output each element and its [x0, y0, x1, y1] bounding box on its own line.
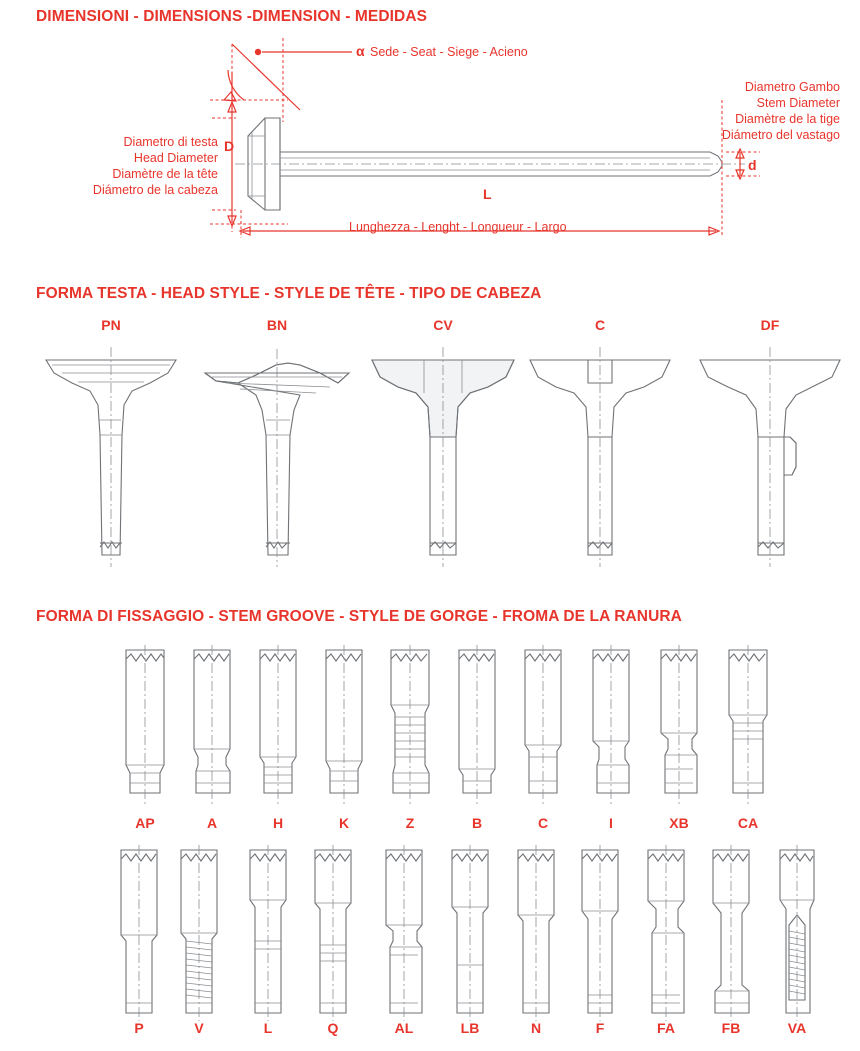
stem-groove-code-i: I	[609, 815, 613, 831]
stem-diameter-label-es: Diámetro del vastago	[721, 128, 840, 142]
head-diameter-label-en: Head Diameter	[133, 151, 218, 165]
stem-groove-code-lb: LB	[460, 1020, 480, 1036]
section-title-stem-groove: FORMA DI FISSAGGIO - STEM GROOVE - STYLE DE GORGE - FROMA DE LA RANURA	[36, 608, 682, 625]
stem-groove-code-xb: XB	[669, 815, 689, 831]
stem-groove-code-c: C	[537, 815, 549, 831]
stem-diameter-label-fr: Diamètre de la tige	[735, 112, 840, 126]
section-title-head-style: FORMA TESTA - HEAD STYLE - STYLE DE TÊTE - TIPO DE CABEZA	[36, 285, 542, 302]
stem-groove-code-z: Z	[405, 815, 415, 831]
head-style-code-pn: PN	[101, 317, 121, 333]
head-style-code-df: DF	[760, 317, 780, 333]
stem-groove-code-a: A	[206, 815, 218, 831]
stem-groove-code-fb: FB	[721, 1020, 741, 1036]
head-diameter-label-it: Diametro di testa	[123, 135, 218, 149]
stem-groove-code-al: AL	[394, 1020, 414, 1036]
stem-groove-code-h: H	[272, 815, 284, 831]
stem-groove-code-f: F	[595, 1020, 605, 1036]
stem-groove-code-k: K	[338, 815, 350, 831]
stem-groove-code-ap: AP	[135, 815, 155, 831]
stem-groove-code-l: L	[263, 1020, 273, 1036]
seat-angle-symbol: α	[356, 43, 365, 59]
seat-label: Sede - Seat - Siege - Acieno	[370, 45, 528, 59]
stem-groove-code-ca: CA	[737, 815, 759, 831]
head-style-code-bn: BN	[266, 317, 288, 333]
stem-diameter-symbol: d	[748, 157, 757, 173]
stem-groove-code-fa: FA	[657, 1020, 675, 1036]
head-diameter-symbol: D	[224, 138, 235, 154]
length-symbol: L	[483, 186, 492, 202]
head-style-diagram	[0, 325, 860, 605]
head-diameter-label-fr: Diamètre de la tête	[112, 167, 218, 181]
stem-groove-row2-diagram	[0, 845, 860, 1025]
stem-groove-code-v: V	[194, 1020, 204, 1036]
stem-groove-row1-diagram	[0, 645, 860, 825]
head-style-code-cv: CV	[433, 317, 453, 333]
head-diameter-label-es: Diámetro de la cabeza	[92, 183, 218, 197]
stem-diameter-label-it: Diametro Gambo	[744, 80, 840, 94]
length-label: Lunghezza - Lenght - Longueur - Largo	[349, 220, 567, 234]
section-title-dimensions: DIMENSIONI - DIMENSIONS -DIMENSION - MEDIDAS	[36, 8, 428, 25]
stem-groove-code-p: P	[134, 1020, 144, 1036]
stem-groove-code-q: Q	[327, 1020, 339, 1036]
head-style-code-c: C	[594, 317, 606, 333]
stem-diameter-label-en: Stem Diameter	[756, 96, 840, 110]
stem-groove-code-b: B	[471, 815, 483, 831]
stem-groove-code-va: VA	[787, 1020, 807, 1036]
stem-groove-code-n: N	[530, 1020, 542, 1036]
